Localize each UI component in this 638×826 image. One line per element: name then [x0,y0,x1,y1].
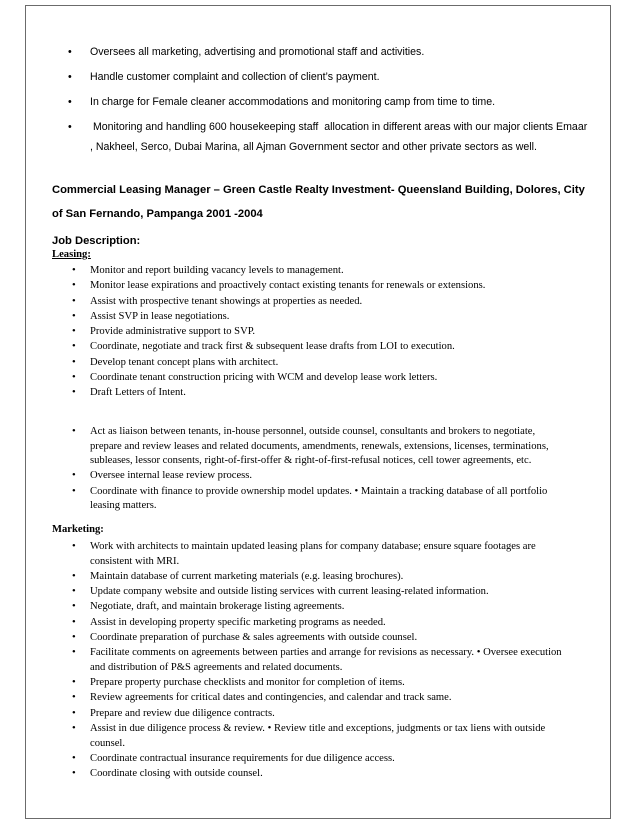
list-item: • Coordinate tenant construction pricing with WCM and develop lease work letters. [72,371,562,386]
bullet-icon: • [72,677,76,689]
bullet-icon: • [72,280,76,292]
list-item: • Assist with prospective tenant showings at properties as needed. [72,295,562,310]
bullet-icon: • [72,752,76,764]
list-item: • Assist SVP in lease negotiations. [72,310,562,325]
list-item: • Monitoring and handling 600 housekeeping staff allocation in different areas with our major clients Emaar , Nakheel, Serco, Dubai Marina, all Ajman Government sector and other private sectors as well. [68,117,588,157]
list-item: • Coordinate, negotiate and track first & subsequent lease drafts from LOI to execution. [72,340,562,355]
bullet-icon: • [72,632,76,643]
bullet-icon: • [72,707,76,719]
list-item: • Handle customer complaint and collection of client’s payment. [68,71,380,83]
bullet-icon: • [72,768,76,780]
bullet-icon: • [72,341,76,353]
list-item: • Facilitate comments on agreements between parties and arrange for revisions as necessary. • Oversee execution and distribution of P&S agreements and related documents. [72,647,562,673]
bullet-icon: • [72,426,76,437]
list-item: • Act as liaison between tenants, in-house personnel, outside counsel, consultants and brokers to negotiate, prepare and review leases and related documents, amendments, renewals, extensions, licenses, terminations, subleases, lessor consents, right-of-first-offer & right-of-first-refusal notices, cell tower agreements, etc. [72,426,549,467]
bullet-icon: • [68,121,72,133]
bullet-icon: • [72,570,76,582]
list-item: • Review agreements for critical dates and contingencies, and calendar and track same. [72,691,562,706]
list-item: • Coordinate with finance to provide ownership model updates. • Maintain a tracking database of all portfolio leasing matters. [72,485,548,512]
job-title: Commercial Leasing Manager – Green Castle Realty Investment- Queensland Building, Dolores, City of San Fernando, Pampanga 2001 -2004 [52,184,585,220]
list-item: • Prepare and review due diligence contracts. [72,707,562,722]
list-item: • Monitor and report building vacancy levels to management. [72,264,562,279]
leasing-list [72,264,562,402]
bullet-icon: • [72,586,76,598]
bullet-icon: • [72,647,76,659]
list-item: • Coordinate closing with outside counsel. [72,767,562,782]
bullet-icon: • [72,387,76,399]
list-item: • Assist in developing property specific marketing programs as needed. [72,616,562,631]
bullet-icon: • [68,46,72,58]
bullet-icon: • [72,310,76,322]
bullet-icon: • [72,541,76,552]
list-item: • Work with architects to maintain updated leasing plans for company database; ensure square footages are consistent with MRI. [72,541,536,567]
list-item: • Coordinate contractual insurance requirements for due diligence access. [72,752,562,767]
job-description-heading: Job Description: [52,235,141,247]
bullet-icon: • [72,356,76,368]
leasing-list-2 [72,425,562,515]
leasing-heading: Leasing: [52,249,91,260]
marketing-list [72,540,562,782]
marketing-heading: Marketing: [52,524,104,535]
bullet-icon: • [72,601,76,613]
list-item: • Assist in due diligence process & review. • Review title and exceptions, judgments or tax liens with outside counsel. [72,723,546,749]
list-item: • Monitor lease expirations and proactively contact existing tenants for renewals or extensions. [72,279,562,294]
list-item: • Oversees all marketing, advertising and promotional staff and activities. [68,46,425,58]
list-item: • Provide administrative support to SVP. [72,325,562,340]
bullet-icon: • [72,470,76,482]
bullet-icon: • [68,96,72,108]
list-item: • In charge for Female cleaner accommodations and monitoring camp from time to time. [68,96,496,108]
list-item: • Maintain database of current marketing materials (e.g. leasing brochures). [72,570,562,585]
bullet-icon: • [72,295,76,307]
list-item: • Draft Letters of Intent. [72,386,562,401]
list-item: • Coordinate preparation of purchase & sales agreements with outside counsel. [72,631,562,646]
bullet-icon: • [72,485,76,497]
list-item: • Update company website and outside listing services with current leasing-related information. [72,585,562,600]
bullet-icon: • [72,371,76,383]
bullet-icon: • [72,326,76,338]
bullet-icon: • [72,723,76,734]
bullet-icon: • [72,616,76,628]
list-item: • Oversee internal lease review process. [72,469,562,484]
bullet-icon: • [72,692,76,704]
list-item: • Develop tenant concept plans with architect. [72,356,562,371]
bullet-icon: • [68,71,72,83]
bullet-icon: • [72,265,76,276]
top-bullet-list [68,44,591,166]
list-item: • Prepare property purchase checklists and monitor for completion of items. [72,676,562,691]
list-item: • Negotiate, draft, and maintain brokerage listing agreements. [72,600,562,615]
